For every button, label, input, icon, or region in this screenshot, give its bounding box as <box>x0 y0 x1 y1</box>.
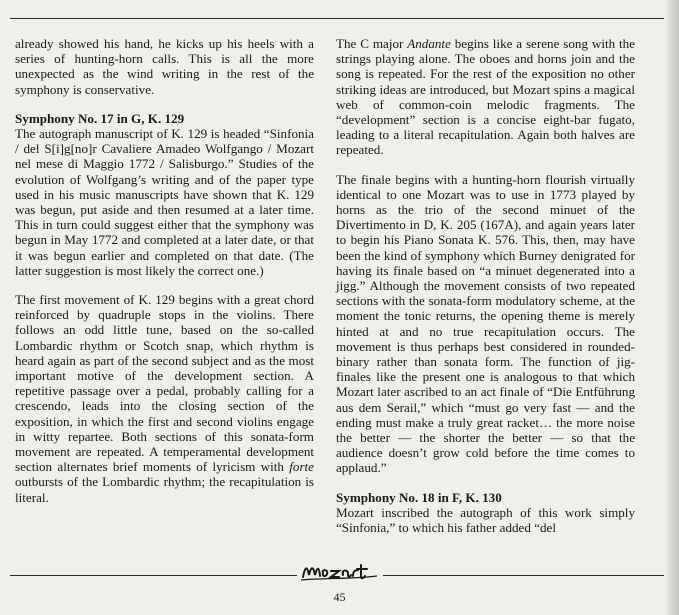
paragraph: already showed his hand, he kicks up his heels with a series of hunting-horn calls. This is all the more unexpected as the wind writing in the rest of the symphony is conservative. <box>15 36 314 97</box>
right-column <box>336 36 635 548</box>
paragraph: The autograph manuscript of K. 129 is headed “Sinfonia / del S[i]g[no]r Cavaliere Amadeo Wolfgango / Mozart nel mese di Maggio 1772 / Salisburgo.” Studies of the evolution of Wolfgang’s writing and of the paper type used in his music manuscripts have shown that K. 129 was begun, put aside and then resumed at a later time. This in turn could suggest either that the symphony was begun in May 1772 and completed at a later date, or that it was begun earlier and completed on that date. (The latter suggestion is most likely the correct one.) <box>15 126 314 278</box>
section-heading: Symphony No. 18 in F, K. 130 <box>336 489 502 505</box>
text-span: The C major <box>336 36 408 51</box>
page-edge-shadow <box>665 0 679 615</box>
paragraph: Mozart inscribed the autograph of this work simply “Sinfonia,” to which his father added “del <box>336 504 635 536</box>
left-column <box>15 36 314 518</box>
italic-text: Andante <box>407 36 451 51</box>
text-span: The first movement of K. 129 begins with a great chord reinforced by quadruple stops in the violins. There follows an odd little tune, based on the so-called Lombardic rhythm or Scotch snap, which rhythm is heard again as part of the second subject and as the most important motive of the development section. A repetitive passage over a pedal, probably calling for a crescendo, leads into the closing section of the exposition, in which the first and second violins engage in witty repartee. Both sections of this sonata-form movement are repeated. A temperamental development section alternates brief moments of lyricism with <box>15 292 314 475</box>
section-heading: Symphony No. 17 in G, K. 129 <box>15 110 185 126</box>
top-rule <box>10 18 664 19</box>
italic-text: forte <box>289 459 314 475</box>
text-span: outbursts of the Lombardic rhythm; the recapitulation is literal. <box>15 474 314 505</box>
mozart-signature-logo <box>295 557 385 585</box>
paragraph: The finale begins with a hunting-horn flourish virtually identical to one Mozart was to use in 1773 played by horns as the trio of the second minuet of the Divertimento in D, K. 205 (167A), and again years later to begin his Piano Sonata K. 576. This, then, may have been the kind of symphony which Burney denigrated for having its finale based on “a minuet degenerated into a jigg.” Although the movement consists of two repeated sections with the sonata-form modulatory scheme, at the moment the tonic returns, the opening theme is merely hinted at and no true recapitulation occurs. The movement is thus perhaps best considered in rounded-binary rather than sonata form. The function of jig-finales like the present one is analogous to that which Mozart later ascribed to an act finale of “Die Entführung aus dem Serail,” which “must go very fast — and the ending must make a truly great racket… the more noise the better — the shorter the better — so that the audience doesn’t grow cold before the time comes to applaud.” <box>336 171 635 476</box>
text-span: begins like a serene song with the strings playing alone. The oboes and horns join and the song is repeated. For the rest of the exposition no other striking ideas are introduced, but Mozart spins a magical web of common-coin melodic fragments. The “development” section is a concise eight-bar fugato, leading to a literal recapitulation. Again both halves are repeated. <box>336 36 636 158</box>
paragraph <box>15 292 314 505</box>
page-number: 45 <box>333 590 346 604</box>
paragraph <box>336 36 635 158</box>
